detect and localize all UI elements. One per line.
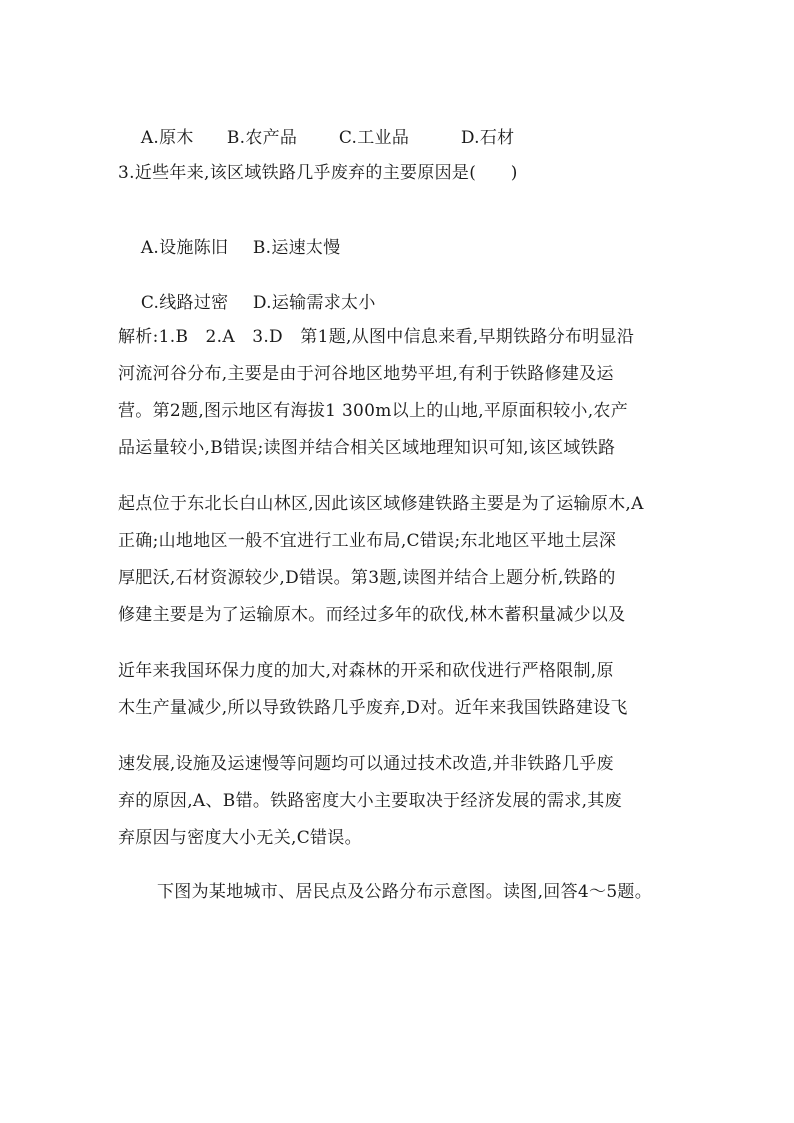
q3-option-b: B.运速太慢: [252, 238, 341, 258]
analysis-line: 起点位于东北长白山林区,因此该区域修建铁路主要是为了运输原木,A: [118, 494, 644, 514]
analysis-line: 品运量较小,B错误;读图并结合相关区域地理知识可知,该区域铁路: [118, 438, 616, 458]
q2-option-b: B.农产品: [226, 128, 298, 148]
analysis-line: 木生产量减少,所以导致铁路几乎废弃,D对。近年来我国铁路建设飞: [118, 698, 628, 718]
q3-option-d: D.运输需求太小: [252, 293, 376, 313]
analysis-line: 正确;山地地区一般不宜进行工业布局,C错误;东北地区平地土层深: [118, 531, 617, 551]
analysis-line: 厚肥沃,石材资源较少,D错误。第3题,读图并结合上题分析,铁路的: [118, 568, 616, 588]
q3-options-row1: [118, 218, 698, 278]
analysis-line: 解析:1.B 2.A 3.D 第1题,从图中信息来看,早期铁路分布明显沿: [118, 327, 635, 347]
q3-options-row2: [118, 273, 698, 333]
q3-option-c: C.线路过密: [140, 293, 229, 313]
analysis-line: 弃原因与密度大小无关,C错误。: [118, 828, 362, 848]
analysis-line: 速发展,设施及运速慢等问题均可以通过技术改造,并非铁路几乎废: [118, 754, 614, 774]
q3-option-a: A.设施陈旧: [140, 238, 229, 258]
q2-options: [118, 108, 698, 168]
analysis-line: 河流河谷分布,主要是由于河谷地区地势平坦,有利于铁路修建及运: [118, 364, 614, 384]
q2-option-d: D.石材: [460, 128, 515, 148]
analysis-line: 营。第2题,图示地区有海拔1 300m以上的山地,平原面积较小,农产: [118, 401, 629, 421]
analysis-line: 修建主要是为了运输原木。而经过多年的砍伐,林木蓄积量减少以及: [118, 605, 626, 625]
analysis-line: 弃的原因,A、B错。铁路密度大小主要取决于经济发展的需求,其废: [118, 791, 622, 811]
next-question-intro: 下图为某地城市、居民点及公路分布示意图。读图,回答4～5题。: [157, 882, 653, 902]
q3-stem: 3.近些年来,该区域铁路几乎废弃的主要原因是( ): [118, 163, 518, 183]
analysis-line: 近年来我国环保力度的加大,对森林的开采和砍伐进行严格限制,原: [118, 661, 614, 681]
q2-option-c: C.工业品: [338, 128, 410, 148]
q2-option-a: A.原木: [140, 128, 194, 148]
